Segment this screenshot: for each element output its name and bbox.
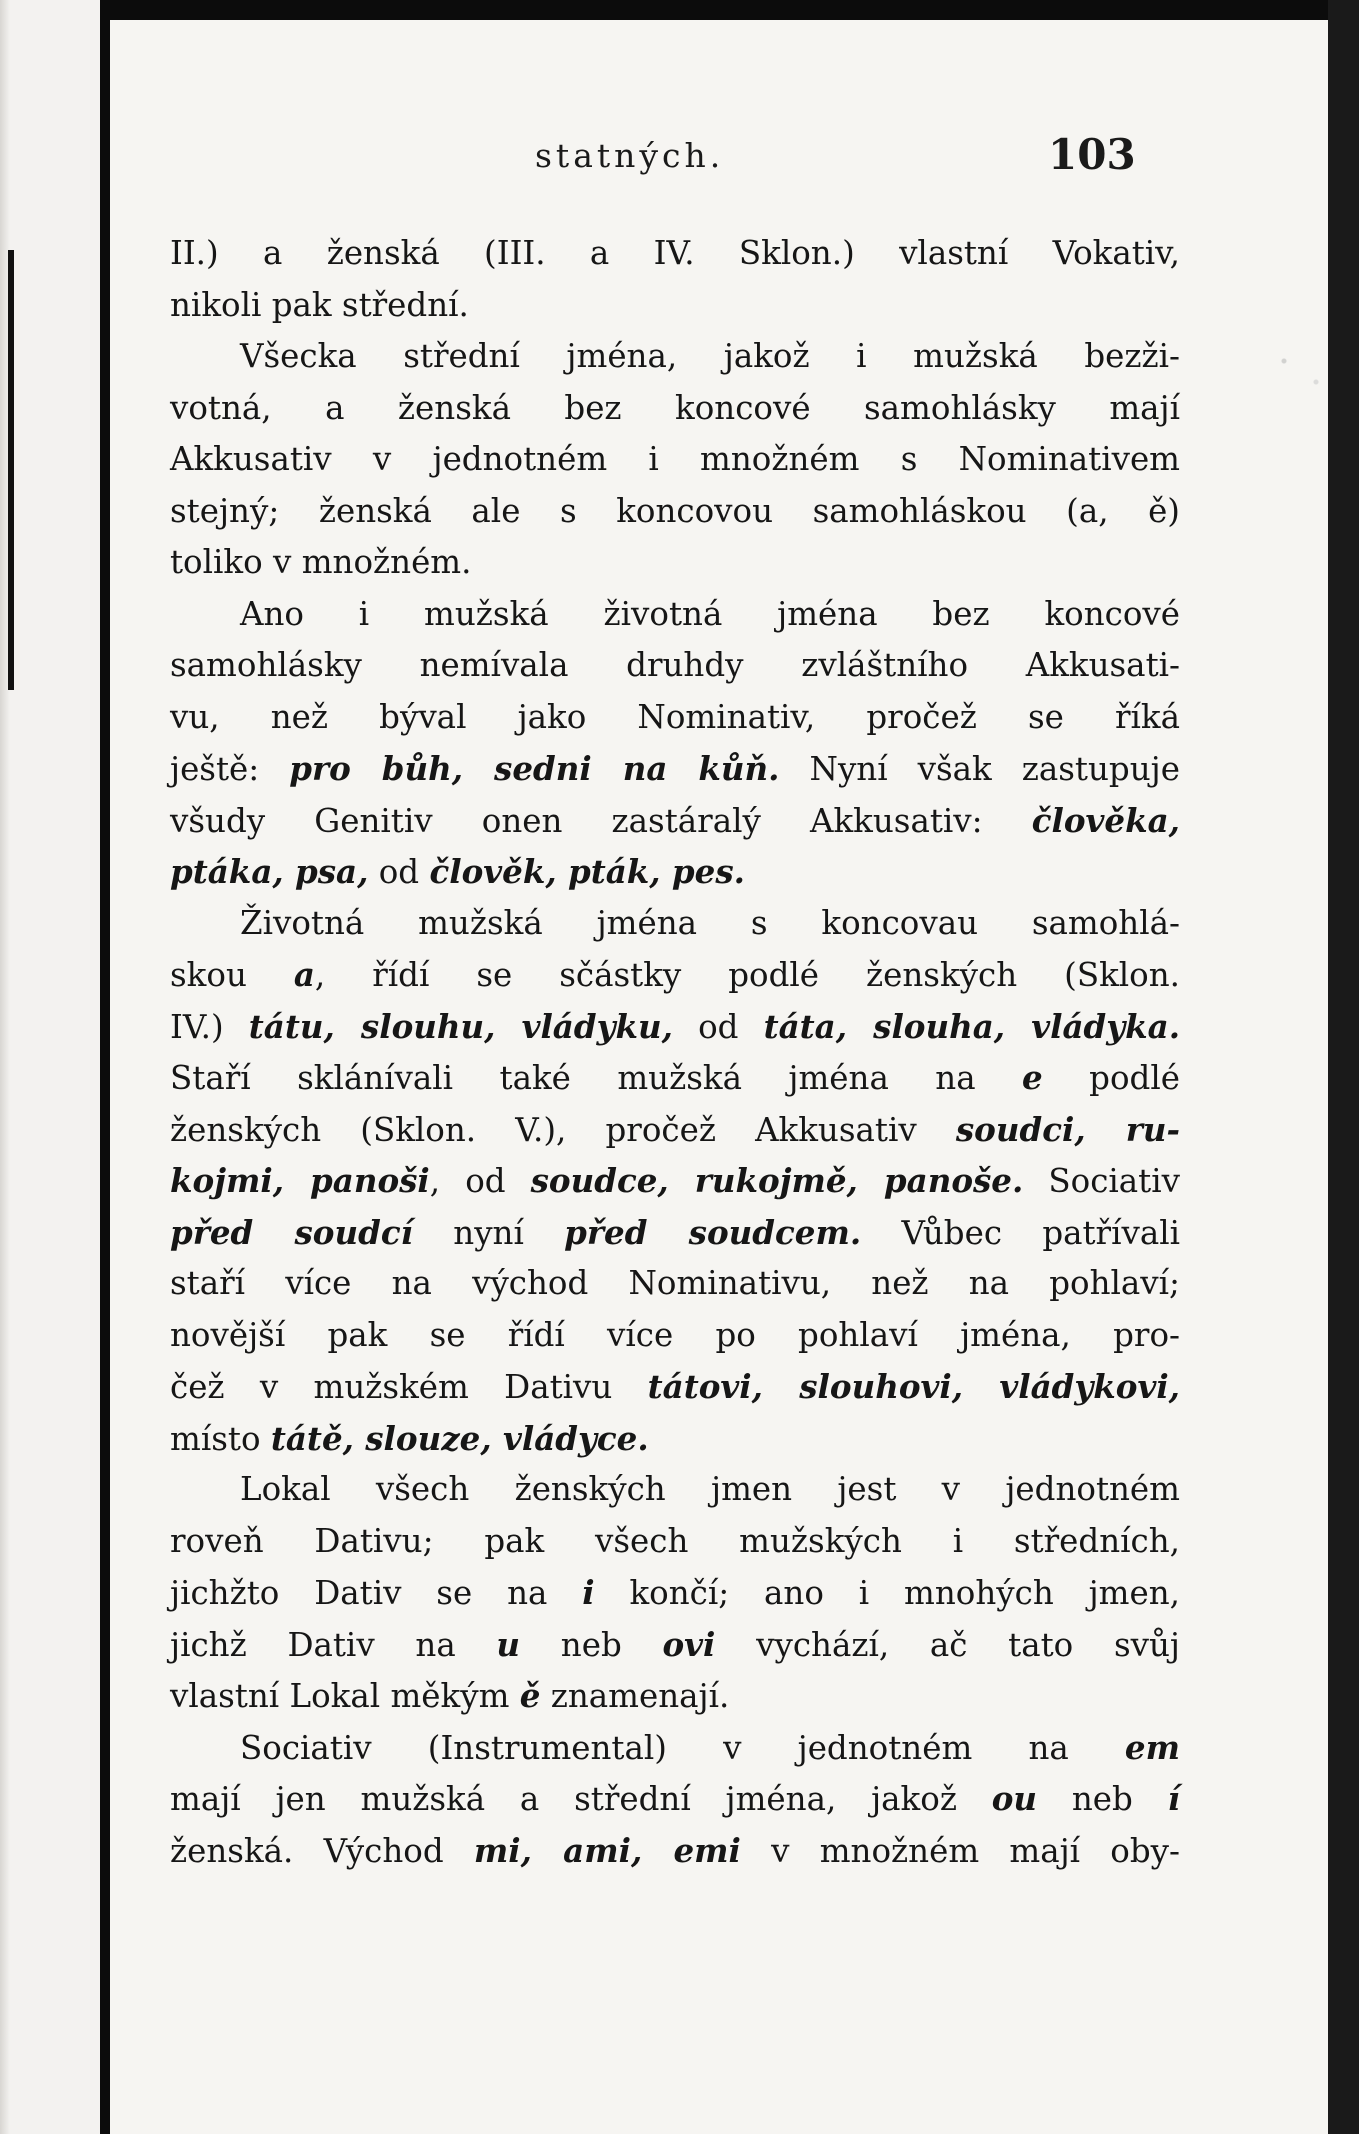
text-segment: nyní xyxy=(412,1213,565,1252)
text-line xyxy=(170,589,1180,641)
text-segment: samohlásky nemívala druhdy zvláštního Akkusati- xyxy=(170,646,1180,684)
text-segment: neb xyxy=(520,1625,663,1664)
text-line xyxy=(170,1516,1180,1568)
italic-text: ovi xyxy=(662,1624,716,1664)
text-line xyxy=(170,1001,1180,1053)
text-segment: Staří sklánívali také mužská jména na xyxy=(170,1059,1023,1097)
text-line xyxy=(170,280,1180,332)
text-segment: znamenají. xyxy=(540,1677,730,1715)
text-segment: votná, a ženská bez koncové samohlásky mají xyxy=(170,388,1180,427)
italic-text: pro bůh, sedni na kůň. xyxy=(289,749,780,788)
text-line xyxy=(170,1052,1180,1104)
text-segment: toliko v množném. xyxy=(170,543,472,581)
italic-text: kojmi, panoši xyxy=(170,1161,430,1200)
text-segment: od xyxy=(672,1007,764,1046)
text-segment: podlé xyxy=(1042,1059,1180,1097)
running-head: statných. xyxy=(535,136,725,175)
text-segment: stejný; ženská ale s koncovou samohláskou (a, ě) xyxy=(170,491,1180,530)
text-line xyxy=(170,692,1180,744)
text-segment: ženská. Východ xyxy=(170,1831,474,1870)
italic-text: e xyxy=(1022,1058,1043,1097)
italic-text: ě xyxy=(519,1676,541,1715)
text-line xyxy=(170,434,1180,486)
text-line xyxy=(170,1258,1180,1310)
text-line xyxy=(170,486,1180,538)
paragraph xyxy=(170,228,1180,331)
text-segment: II.) a ženská (III. a IV. Sklon.) vlastní Vokativ, xyxy=(170,234,1180,272)
italic-text: u xyxy=(496,1624,521,1664)
text-segment: , řídí se sčástky podlé ženských (Sklon. xyxy=(314,956,1181,994)
paragraph xyxy=(170,331,1180,589)
text-line xyxy=(170,949,1180,1001)
text-line xyxy=(170,1567,1180,1619)
text-line xyxy=(170,1413,1180,1465)
text-line xyxy=(170,743,1180,795)
italic-text: soudci, ru- xyxy=(955,1109,1180,1149)
italic-text: člověka, xyxy=(1031,800,1180,840)
italic-text: soudce, rukojmě, panoše. xyxy=(530,1161,1024,1200)
text-segment: Lokal všech ženských jmen jest v jednotném xyxy=(240,1470,1180,1508)
text-line xyxy=(170,228,1180,280)
italic-text: em xyxy=(1124,1727,1180,1767)
italic-text: před soudcem. xyxy=(564,1212,862,1252)
italic-text: í xyxy=(1167,1779,1180,1818)
italic-text: tátu, slouhu, vládyku, xyxy=(248,1006,673,1046)
text-segment: Sociativ (Instrumental) v jednotném na xyxy=(240,1728,1125,1767)
scan-right-edge xyxy=(1328,0,1359,2134)
page-header xyxy=(110,130,1337,196)
paragraph xyxy=(170,898,1180,1465)
text-segment: místo xyxy=(170,1419,271,1458)
text-segment: Sociativ xyxy=(1023,1162,1180,1200)
text-line xyxy=(170,1361,1180,1413)
text-segment: od xyxy=(368,853,430,891)
italic-text: člověk, pták, pes. xyxy=(429,852,745,891)
text-segment: IV.) xyxy=(170,1007,249,1046)
text-line xyxy=(170,795,1180,847)
text-segment: nikoli pak střední. xyxy=(170,285,469,324)
text-segment: Životná mužská jména s koncovau samohlá- xyxy=(240,903,1180,942)
text-line xyxy=(170,1310,1180,1362)
text-line xyxy=(170,1155,1180,1207)
text-segment: jichžto Dativ se na xyxy=(170,1574,583,1612)
text-segment: Všecka střední jména, jakož i mužská bezži- xyxy=(240,337,1180,375)
book-page xyxy=(110,20,1337,2134)
text-segment: ještě: xyxy=(170,750,290,788)
text-segment: Vůbec patřívali xyxy=(861,1213,1181,1252)
italic-text: před soudcí xyxy=(170,1212,413,1252)
paragraph xyxy=(170,1722,1180,1877)
binding-mark xyxy=(8,250,14,690)
italic-text: tátovi, slouhovi, vládykovi, xyxy=(647,1367,1180,1406)
text-line xyxy=(170,331,1180,383)
text-segment: v množném mají oby- xyxy=(740,1831,1181,1870)
text-segment: vu, než býval jako Nominativ, pročež se říká xyxy=(170,697,1180,736)
text-segment: mají jen mužská a střední jména, jakož xyxy=(170,1780,992,1818)
text-line xyxy=(170,846,1180,898)
text-line xyxy=(170,1722,1180,1774)
text-segment: Nyní však zastupuje xyxy=(779,750,1180,788)
page-number: 103 xyxy=(1048,130,1136,179)
text-segment: jichž Dativ na xyxy=(170,1625,497,1664)
italic-text: tátě, slouze, vládyce. xyxy=(270,1418,649,1458)
text-segment: vlastní Lokal měkým xyxy=(170,1677,520,1715)
text-segment: končí; ano i mnohých jmen, xyxy=(594,1574,1180,1612)
italic-text: a xyxy=(293,955,315,994)
text-segment: staří více na východ Nominativu, než na pohlaví; xyxy=(170,1264,1180,1302)
text-line xyxy=(170,1825,1180,1877)
text-segment: Akkusativ v jednotném i množném s Nominativem xyxy=(170,440,1180,478)
text-line xyxy=(170,1104,1180,1156)
text-segment: všudy Genitiv onen zastáralý Akkusativ: xyxy=(170,801,1032,840)
text-segment: Ano i mužská životná jména bez koncové xyxy=(240,594,1180,633)
paragraph xyxy=(170,1464,1180,1722)
italic-text: ptáka, psa, xyxy=(170,852,369,891)
paragraph xyxy=(170,589,1180,898)
text-segment: skou xyxy=(170,956,294,994)
italic-text: mi, ami, emi xyxy=(473,1830,741,1870)
text-line xyxy=(170,640,1180,692)
italic-text: i xyxy=(582,1573,595,1612)
text-segment: , od xyxy=(429,1162,531,1200)
text-segment: vychází, ač tato svůj xyxy=(715,1625,1181,1664)
text-line xyxy=(170,1464,1180,1516)
text-line xyxy=(170,1773,1180,1825)
text-line xyxy=(170,1670,1180,1722)
text-segment: neb xyxy=(1037,1780,1168,1818)
text-line xyxy=(170,898,1180,950)
italic-text: ou xyxy=(991,1779,1038,1818)
previous-page-edge xyxy=(0,0,100,2134)
body-text xyxy=(170,228,1180,1876)
text-line xyxy=(170,383,1180,435)
text-segment: roveň Dativu; pak všech mužských i středních, xyxy=(170,1521,1180,1560)
text-segment: ženských (Sklon. V.), pročež Akkusativ xyxy=(170,1110,956,1149)
text-line xyxy=(170,1619,1180,1671)
text-segment: čež v mužském Dativu xyxy=(170,1368,648,1406)
text-line xyxy=(170,1207,1180,1259)
italic-text: táta, slouha, vládyka. xyxy=(763,1006,1181,1046)
text-segment: novější pak se řídí více po pohlaví jména, pro- xyxy=(170,1315,1180,1354)
text-line xyxy=(170,537,1180,589)
